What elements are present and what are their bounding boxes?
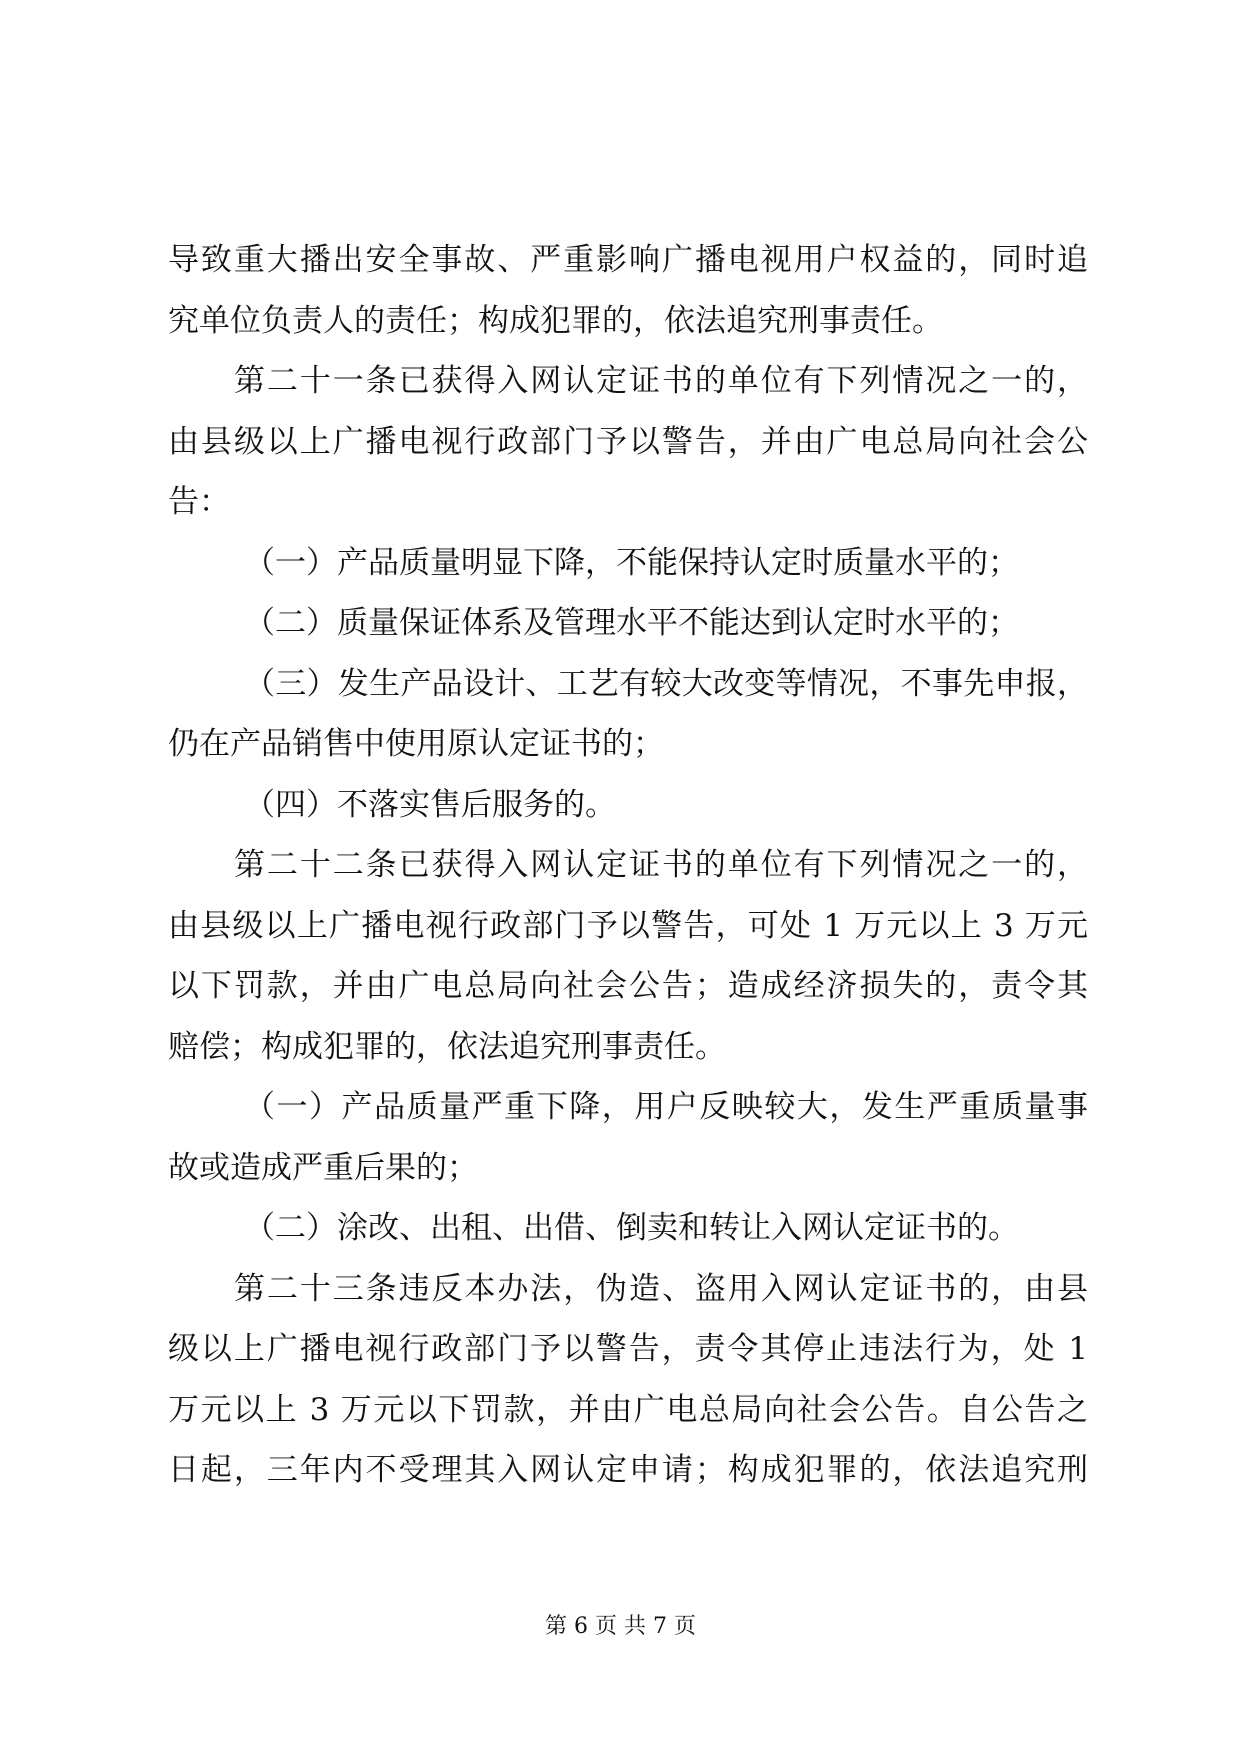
article-21-heading: 第二十一条已获得入网认定证书的单位有下列情况之一的， xyxy=(234,363,1088,399)
list-item: （二）质量保证体系及管理水平不能达到认定时水平的； xyxy=(244,605,1019,641)
page-number: 第 6 页 共 7 页 xyxy=(545,1614,696,1639)
list-item: （四）不落实售后服务的。 xyxy=(244,786,616,823)
text-line: 由县级以上广播电视行政部门予以警告，可处 1 万元以上 3 万元 xyxy=(168,907,1088,944)
text-line: 日起，三年内不受理其入网认定申请；构成犯罪的，依法追究刑 xyxy=(168,1452,1088,1488)
list-item: （一）产品质量明显下降，不能保持认定时质量水平的； xyxy=(244,544,1019,581)
text-line: 导致重大播出安全事故、严重影响广播电视用户权益的，同时追 xyxy=(168,242,1088,278)
text-line: 由县级以上广播电视行政部门予以警告，并由广电总局向社会公 xyxy=(168,423,1088,460)
text-line: 仍在产品销售中使用原认定证书的； xyxy=(168,726,664,762)
document-body xyxy=(168,230,1088,1501)
list-item: （二）涂改、出租、出借、倒卖和转让入网认定证书的。 xyxy=(244,1210,1019,1246)
text-line: 究单位负责人的责任；构成犯罪的，依法追究刑事责任。 xyxy=(168,302,943,339)
text-line: 告： xyxy=(168,484,230,520)
article-22-heading: 第二十二条已获得入网认定证书的单位有下列情况之一的， xyxy=(234,847,1088,883)
text-line: 以下罚款，并由广电总局向社会公告；造成经济损失的，责令其 xyxy=(168,968,1088,1004)
list-item: （一）产品质量严重下降，用户反映较大，发生严重质量事 xyxy=(244,1089,1088,1125)
article-23-heading: 第二十三条违反本办法，伪造、盗用入网认定证书的，由县 xyxy=(234,1270,1088,1307)
list-item: （三）发生产品设计、工艺有较大改变等情况，不事先申报， xyxy=(244,665,1088,702)
text-line: 万元以上 3 万元以下罚款，并由广电总局向社会公告。自公告之 xyxy=(168,1391,1088,1428)
text-line: 级以上广播电视行政部门予以警告，责令其停止违法行为，处 1 xyxy=(168,1331,1088,1367)
text-line: 故或造成严重后果的； xyxy=(168,1149,478,1186)
text-line: 赔偿；构成犯罪的，依法追究刑事责任。 xyxy=(168,1028,726,1065)
